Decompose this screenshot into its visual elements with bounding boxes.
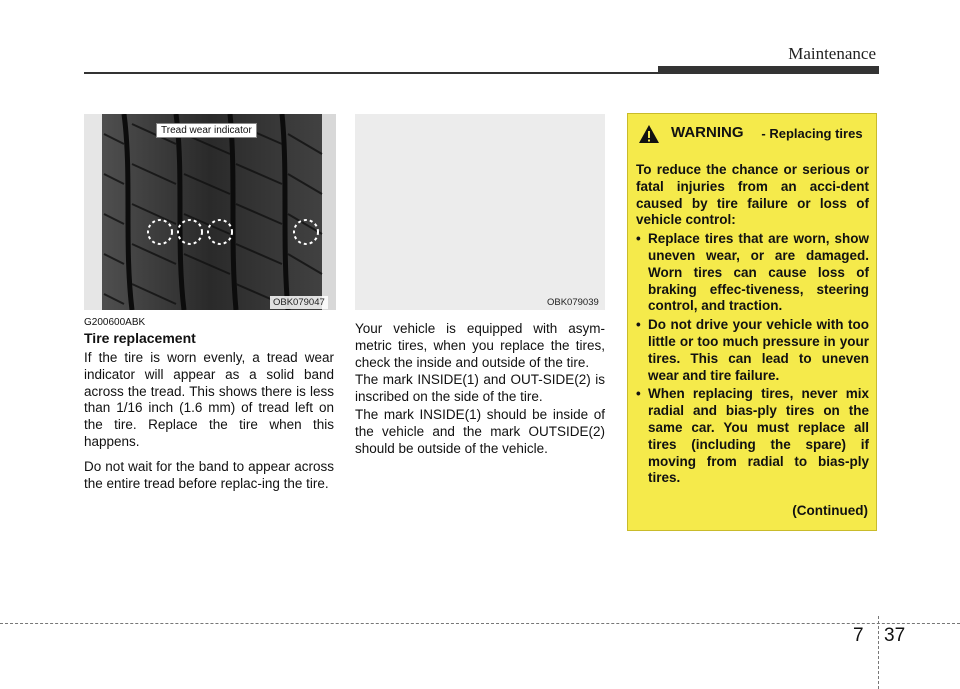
figure-caption-mid: OBK079039 <box>547 297 599 308</box>
mid-paragraph-2: The mark INSIDE(1) and OUT-SIDE(2) is inscribed on the side of the tire. <box>355 372 605 405</box>
tread-wear-indicator-label: Tread wear indicator <box>156 123 257 138</box>
warning-bullet: • Replace tires that are worn, show uneven wear, or are damaged. Worn tires can cause loss of braking effec-tiveness, steering control, and traction. <box>636 231 869 315</box>
chapter-number: 7 <box>853 625 864 646</box>
mid-column-text <box>355 321 605 458</box>
header-rule-accent <box>658 66 879 73</box>
warning-subtitle: - Replacing tires <box>761 126 863 141</box>
warning-box <box>627 113 877 531</box>
warning-bullet-list <box>636 231 869 487</box>
mid-paragraph-1: Your vehicle is equipped with asym-metric tires, when you replace the tires, check the inside and outside of the tire. <box>355 321 605 370</box>
footer-divider <box>0 623 960 624</box>
figure-caption-left: OBK079047 <box>270 296 328 309</box>
warning-intro: To reduce the chance or serious or fatal injuries from an acci-dent caused by tire failure or loss of vehicle control: <box>636 162 869 228</box>
page-header-title: Maintenance <box>788 44 876 63</box>
section-heading: Tire replacement <box>84 330 196 346</box>
warning-bullet: • When replacing tires, never mix radial and bias-ply tires on the same car. You must replace all tires (including the spare) if moving from radial to bias-ply tires. <box>636 386 869 487</box>
tire-tread-photo <box>84 114 336 310</box>
page-number: 37 <box>884 625 906 646</box>
footer-vertical-divider <box>878 616 879 689</box>
warning-title: WARNING <box>671 124 744 141</box>
warning-bullet: • Do not drive your vehicle with too little or too much pressure in your tires. This can lead to uneven wear and tire failure. <box>636 317 869 384</box>
left-column-text <box>84 350 334 500</box>
section-code: G200600ABK <box>84 317 146 328</box>
left-paragraph-1: If the tire is worn evenly, a tread wear indicator will appear as a solid band across the tread. This shows there is less than 1/16 inch (1.6 mm) of tread left on the tire. Replace the tire when this happens. <box>84 350 334 449</box>
warning-triangle-icon <box>638 124 660 149</box>
warning-body <box>636 162 869 489</box>
warning-continued: (Continued) <box>792 503 868 518</box>
tire-sidewall-figure <box>355 114 605 310</box>
mid-paragraph-3: The mark INSIDE(1) should be inside of the vehicle and the mark OUTSIDE(2) should be outside of the vehicle. <box>355 406 605 456</box>
left-paragraph-2: Do not wait for the band to appear across the entire tread before replac-ing the tire. <box>84 458 334 491</box>
